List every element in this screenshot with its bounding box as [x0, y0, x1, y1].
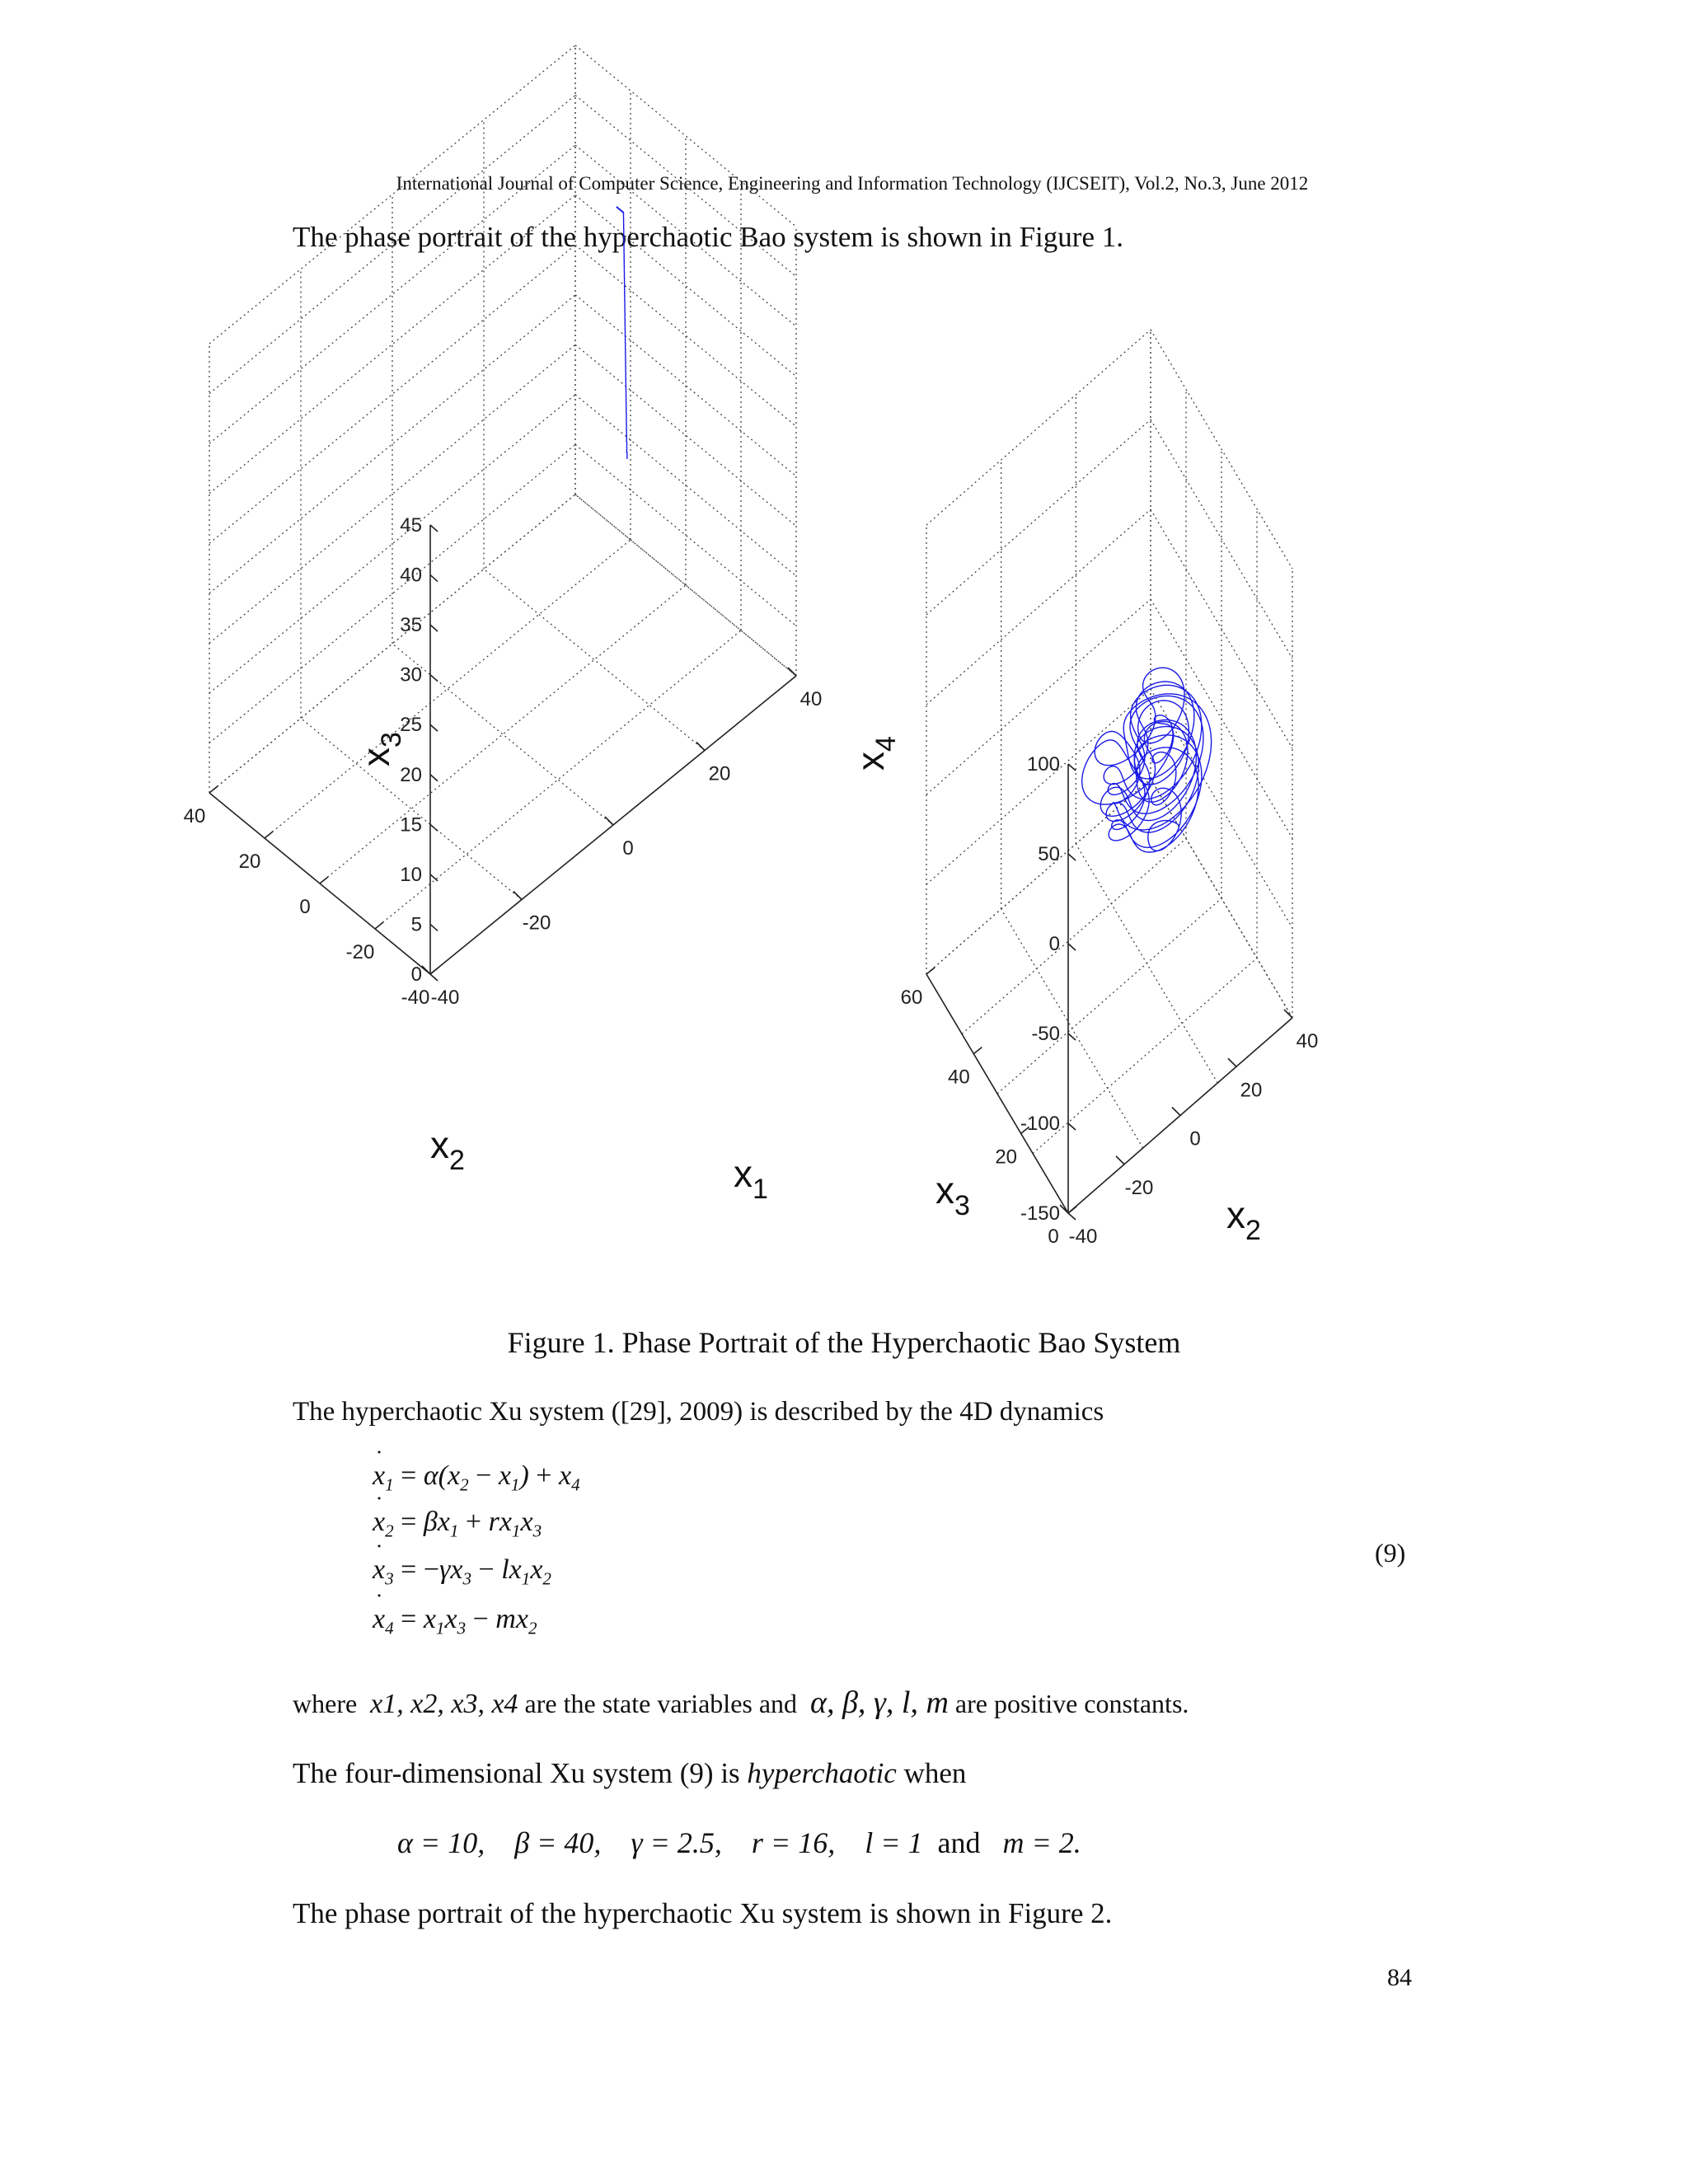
equation-line-4: ˙ $x_4 = x_1x_3 - mx_2$: [373, 1604, 537, 1635]
grid-line: [926, 419, 1151, 615]
tick-label: 40: [183, 805, 206, 827]
grid-line: [209, 195, 575, 494]
grid-line: [926, 509, 1151, 705]
tick-mark: [1068, 944, 1076, 950]
grid-line: [265, 540, 631, 838]
tick-label: -20: [522, 912, 551, 935]
tick-label: 0: [622, 837, 634, 860]
tick-label: 0: [1189, 1127, 1201, 1151]
xu-intro: The hyperchaotic Xu system ([29], 2009) is described by the 4D dynamics: [293, 1397, 1104, 1427]
grid-line: [209, 145, 575, 443]
tick-mark: [1172, 1108, 1180, 1116]
tick-label: -40: [1068, 1226, 1098, 1248]
tick-label: -20: [1124, 1176, 1154, 1199]
grid-line: [1076, 844, 1217, 1083]
tick-mark: [973, 1047, 982, 1054]
tick-mark: [430, 724, 438, 731]
parameter-values: α = 10, β = 40, γ = 2.5, r = 16, l = 1 and m = 2.: [397, 1826, 1081, 1859]
tick-label: 40: [400, 564, 422, 587]
tick-mark: [430, 675, 438, 682]
grid-line: [926, 330, 1151, 525]
grid-line: [962, 839, 1186, 1034]
plot-x2-x3-x4: [849, 330, 1318, 1248]
grid-line: [1151, 509, 1292, 748]
tick-mark: [265, 832, 273, 838]
grid-line: [1151, 779, 1292, 1018]
tick-mark: [1116, 1156, 1124, 1165]
tick-label: 30: [400, 663, 422, 687]
tick-mark: [1284, 1010, 1292, 1018]
grid-line: [997, 898, 1221, 1094]
tick-label: 20: [400, 763, 422, 786]
tick-mark: [430, 974, 438, 981]
grid-line: [1151, 419, 1292, 658]
tick-label: 35: [400, 614, 422, 637]
tick-label: 20: [995, 1146, 1018, 1169]
tick-label: 50: [1038, 843, 1060, 865]
tick-label: 20: [238, 851, 261, 873]
tick-mark: [430, 874, 438, 881]
grid-line: [209, 96, 575, 394]
figure-caption: Figure 1. Phase Portrait of the Hyperchaotic Bao System: [507, 1326, 1181, 1359]
tick-label: -20: [345, 941, 375, 963]
tick-label: 0: [410, 963, 422, 986]
grid-line: [209, 245, 575, 543]
grid-line: [392, 644, 613, 825]
outro-sentence: The phase portrait of the hyperchaotic Xu system is shown in Figure 2.: [293, 1897, 1113, 1929]
grid-line: [575, 96, 796, 277]
tick-mark: [788, 668, 796, 676]
tick-mark: [513, 892, 522, 900]
grid-line: [484, 569, 705, 751]
equation-line-1: ˙ $x_1 = \alpha(x_2 - x_1) + x_4$: [373, 1460, 580, 1492]
tick-label: 40: [799, 688, 823, 710]
tick-mark: [1068, 1213, 1076, 1220]
tick-mark: [1068, 1207, 1076, 1213]
tick-label: 40: [947, 1066, 970, 1089]
plot-x1-x2-x3: [184, 45, 823, 1205]
state-variables: x1, x2, x3, x4: [370, 1689, 518, 1719]
tick-label: -50: [1031, 1023, 1060, 1045]
tick-label: 40: [1296, 1030, 1319, 1052]
tick-mark: [209, 786, 218, 793]
equation-line-2: ˙ $x_2 = \beta x_1 + rx_1x_3$: [373, 1507, 542, 1538]
tick-label: 20: [1240, 1079, 1263, 1102]
tick-mark: [1068, 1033, 1076, 1040]
tick-mark: [1068, 854, 1076, 860]
tick-mark: [430, 525, 438, 532]
grid-line: [1033, 958, 1257, 1154]
constants-list: α, β, γ, l, m: [810, 1685, 949, 1720]
tick-label: 25: [400, 714, 422, 737]
tick-mark: [430, 775, 438, 781]
tick-mark: [1068, 1123, 1076, 1130]
tick-label: 20: [708, 762, 731, 785]
tick-mark: [1068, 764, 1076, 771]
tick-label: -150: [1020, 1202, 1060, 1225]
tick-label: 0: [1048, 1226, 1059, 1248]
tick-label: -40: [401, 987, 430, 1009]
axis-label-y: $x_2$: [430, 1123, 465, 1176]
tick-label: 0: [299, 896, 311, 918]
axis-label-x: $x_1$: [734, 1152, 768, 1205]
tick-mark: [430, 824, 438, 831]
tick-label: 5: [410, 913, 422, 936]
equation-number: (9): [1375, 1538, 1406, 1568]
axis-label-z: $x_4$: [849, 736, 902, 771]
tick-mark: [430, 575, 438, 582]
trajectory-bao-x2-x3-x4: [1082, 668, 1212, 852]
tick-label: 100: [1026, 753, 1060, 776]
tick-mark: [605, 817, 613, 825]
page-number: 84: [1387, 1964, 1412, 1991]
grid-line: [1151, 330, 1292, 569]
tick-label: 45: [400, 514, 422, 537]
tick-mark: [1228, 1058, 1236, 1066]
tick-label: 10: [400, 863, 422, 886]
grid-line: [209, 45, 575, 344]
hyperchaotic-sentence: The four-dimensional Xu system (9) is hyperchaotic when: [293, 1757, 967, 1789]
tick-mark: [430, 968, 438, 974]
tick-mark: [926, 968, 935, 974]
tick-label: -40: [430, 987, 460, 1009]
equation-line-3: ˙ $x_3 = -\gamma x_3 - lx_1x_2$: [373, 1554, 551, 1586]
tick-mark: [430, 625, 438, 631]
axis-label-z: $x_3$: [354, 732, 407, 766]
where-sentence: where x1, x2, x3, x4 are the state variables and α, β, γ, l, m are positive constants.: [293, 1685, 1189, 1720]
tick-mark: [422, 966, 430, 974]
tick-label: 0: [1048, 933, 1060, 955]
tick-label: 60: [900, 987, 923, 1009]
axis-label-y: $x_3$: [935, 1169, 970, 1221]
tick-mark: [430, 924, 438, 930]
tick-mark: [320, 877, 328, 883]
grid-line: [575, 145, 796, 326]
grid-line: [575, 195, 796, 377]
tick-label: 15: [400, 813, 422, 837]
tick-label: -100: [1020, 1113, 1060, 1135]
axis-label-x: $x_2$: [1226, 1193, 1261, 1246]
tick-mark: [375, 922, 383, 929]
tick-mark: [696, 743, 705, 751]
intro-sentence: The phase portrait of the hyperchaotic Bao system is shown in Figure 1.: [293, 221, 1123, 253]
journal-header: International Journal of Computer Science, Engineering and Information Technology (IJCSEIT), Vol.2, No.3, June 2012: [396, 173, 1309, 194]
